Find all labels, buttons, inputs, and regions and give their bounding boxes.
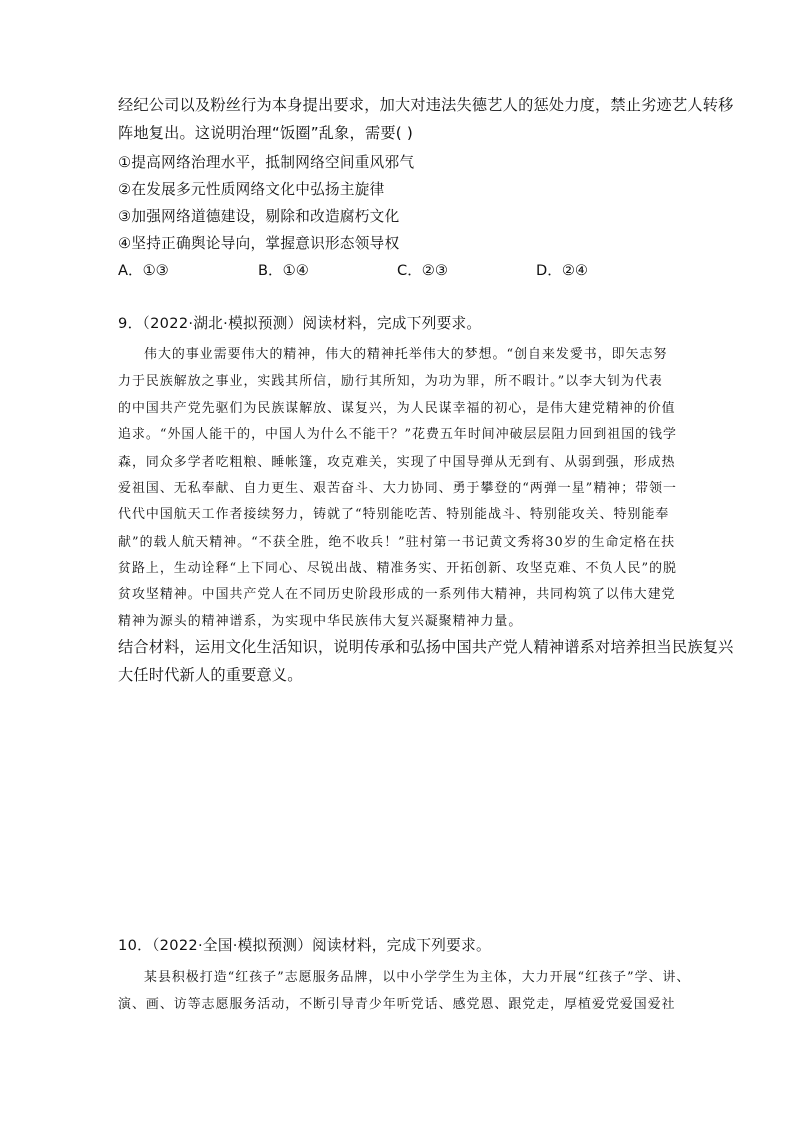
q9-material-line-1: 伟大的事业需要伟大的精神，伟大的精神托举伟大的梦想。“创自来发愛书，即矢志努 (144, 347, 668, 362)
q8-stem-line-2: 阵地复出。这说明治理“饭圈”乱象，需要( ) (118, 124, 414, 142)
q9-material-line-7: 代代中国航天工作者接续努力，铸就了“特别能吃苦、特别能战斗、特别能攻关、特别能奉 (118, 507, 670, 522)
q10-header: 10．（2022·全国·模拟预测）阅读材料，完成下列要求。 (118, 937, 491, 954)
q9-material-line-2: 力于民族解放之事业，实践其所信，励行其所知，为功为罪，所不暇计。”以李大钊为代表 (118, 374, 663, 389)
q10-material-line-2: 演、画、访等志愿服务活动，不断引导青少年听党话、感党恩、跟党走，厚植爱党爱国爱社 (118, 997, 676, 1012)
q9-header: 9．（2022·湖北·模拟预测）阅读材料，完成下列要求。 (118, 315, 482, 332)
q9-material-line-8: 献”的载人航天精神。“不获全胜，绝不收兵！”驻村第一书记黄文秀将30岁的生命定格在扶 (118, 535, 676, 550)
q9-question-line-2: 大任时代新人的重要意义。 (118, 666, 303, 684)
q8-stem-line-1: 经纪公司以及粉丝行为本身提出要求，加大对违法失德艺人的惩处力度，禁止劣迹艺人转移 (118, 96, 734, 114)
q10-material-line-1: 某县积极打造“红孩子”志愿服务品牌，以中小学学生为主体，大力开展“红孩子”学、讲、 (144, 970, 691, 985)
q8-choice-b: B．①④ (258, 262, 309, 279)
q9-material-line-9: 贫路上，生动诠释“上下同心、尽锐出战、精准务实、开拓创新、攻坚克难、不负人民”的脱 (118, 561, 677, 576)
q9-material-line-11: 精神为源头的精神谱系，为实现中华民族伟大复兴凝聚精神力量。 (118, 614, 523, 629)
q9-material-line-6: 爱祖国、无私奉献、自力更生、艰苦奋斗、大力协同、勇于攀登的“两弹一星”精神；带领一 (118, 481, 677, 496)
q8-choices (118, 259, 638, 279)
q9-material-line-3: 的中国共产党先驱们为民族谋解放、谋复兴，为人民谋幸福的初心，是伟大建党精神的价值 (118, 401, 676, 416)
q8-statement-4: ④坚持正确舆论导向，掌握意识形态领导权 (118, 235, 400, 252)
q8-choice-a: A．①③ (118, 262, 169, 279)
q9-material-line-5: 森，同众多学者吃粗粮、睡帐篷，攻克难关，实现了中国导弹从无到有、从弱到强，形成热 (118, 455, 676, 470)
q9-material-line-10: 贫攻坚精神。中国共产党人在不同历史阶段形成的一系列伟大精神，共同构筑了以伟大建党 (118, 587, 676, 602)
q8-statement-2: ②在发展多元性质网络文化中弘扬主旋律 (118, 181, 385, 198)
q9-material-line-4: 追求。“外国人能干的，中国人为什么不能干？”花费五年时间冲破层层阻力回到祖国的钱学 (118, 427, 677, 442)
q8-statement-3: ③加强网络道德建设，剔除和改造腐朽文化 (118, 208, 400, 225)
q8-statement-1: ①提高网络治理水平，抵制网络空间重风邪气 (118, 154, 415, 171)
q8-choice-c: C．②③ (397, 262, 448, 279)
q9-question-line-1: 结合材料，运用文化生活知识，说明传承和弘扬中国共产党人精神谱系对培养担当民族复兴 (118, 638, 734, 656)
q8-choice-d: D．②④ (536, 262, 588, 279)
